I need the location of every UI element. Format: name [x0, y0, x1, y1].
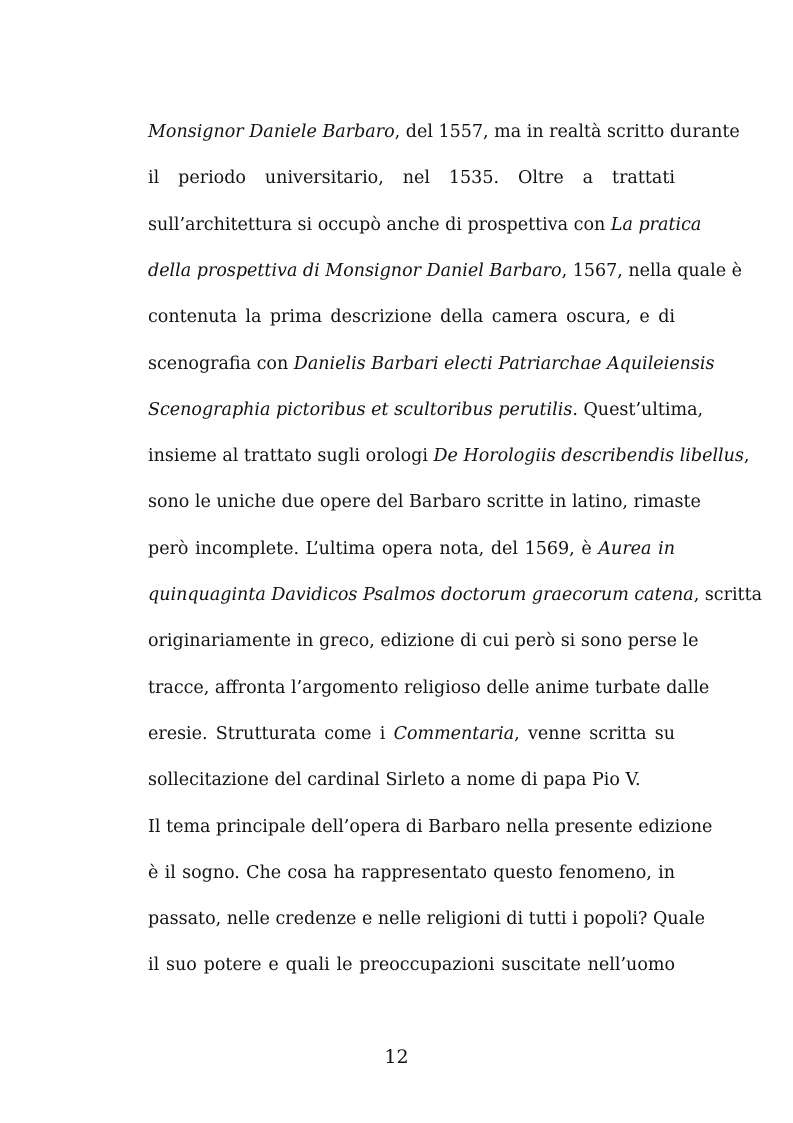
text-segment: però incomplete. L’ultima opera nota, del 1569, è: [148, 538, 599, 559]
text-line: [148, 166, 675, 190]
text-line: [148, 305, 675, 329]
page-number: 12: [384, 1046, 409, 1068]
text-line: [148, 259, 742, 283]
italic-title: De Horologiis describendis libellus: [433, 446, 744, 467]
text-segment: eresie. Strutturata come i: [148, 723, 394, 744]
text-line: [148, 815, 713, 839]
text-line: [148, 907, 705, 931]
text-segment: . Quest’ultima,: [572, 399, 704, 420]
text-segment: Il tema principale dell’opera di Barbaro nella presente edizione: [148, 816, 713, 837]
text-line: [148, 352, 715, 376]
text-line: [148, 768, 675, 792]
text-line: [148, 953, 675, 977]
text-line: [148, 537, 675, 561]
text-segment: il suo potere e quali le preoccupazioni suscitate nell’uomo: [148, 955, 675, 976]
text-segment: tracce, affronta l’argomento religioso delle anime turbate dalle: [148, 677, 710, 698]
text-segment: sollecitazione del cardinal Sirleto a nome di papa Pio V.: [148, 770, 641, 791]
text-line: [148, 213, 702, 237]
text-segment: insieme al trattato sugli orologi: [148, 446, 434, 467]
text-segment: contenuta la prima descrizione della camera oscura, e di: [148, 307, 675, 328]
italic-title: Aurea in: [598, 538, 675, 559]
italic-title: della prospettiva di Monsignor Daniel Barbaro: [148, 260, 562, 281]
text-segment: sono le uniche due opere del Barbaro scritte in latino, rimaste: [148, 492, 701, 513]
italic-title: La pratica: [610, 214, 702, 235]
text-line: [148, 629, 699, 653]
text-segment: , del 1557, ma in realtà scritto durante: [394, 122, 740, 142]
text-segment: sull’architettura si occupò anche di prospettiva con: [148, 214, 611, 235]
text-segment: ,: [743, 446, 750, 467]
text-segment: è il sogno. Che cosa ha rappresentato questo fenomeno, in: [148, 862, 675, 883]
text-segment: il periodo universitario, nel 1535. Oltre a trattati: [148, 168, 675, 189]
italic-title: Commentaria: [393, 723, 515, 744]
text-line: [148, 722, 675, 746]
text-line: [148, 444, 750, 468]
italic-title: Scenographia pictoribus et scultoribus perutilis: [148, 399, 573, 420]
italic-title: Monsignor Daniele Barbaro: [148, 122, 395, 142]
text-segment: , 1567, nella quale è: [561, 260, 742, 281]
text-segment: scenografia con: [148, 353, 294, 374]
text-line: [148, 490, 701, 514]
text-line: [148, 583, 763, 607]
text-segment: , venne scritta su: [514, 723, 675, 744]
text-segment: , scritta: [693, 585, 763, 605]
italic-title: quinquaginta Davidicos Psalmos doctorum graecorum catena: [148, 585, 694, 605]
text-segment: passato, nelle credenze e nelle religioni di tutti i popoli? Quale: [148, 909, 705, 930]
text-line: [148, 398, 704, 422]
text-line: [148, 861, 675, 885]
text-line: [148, 120, 740, 144]
text-line: [148, 676, 710, 700]
text-segment: originariamente in greco, edizione di cui però si sono perse le: [148, 631, 699, 652]
italic-title: Danielis Barbari electi Patriarchae Aquileiensis: [293, 353, 715, 374]
